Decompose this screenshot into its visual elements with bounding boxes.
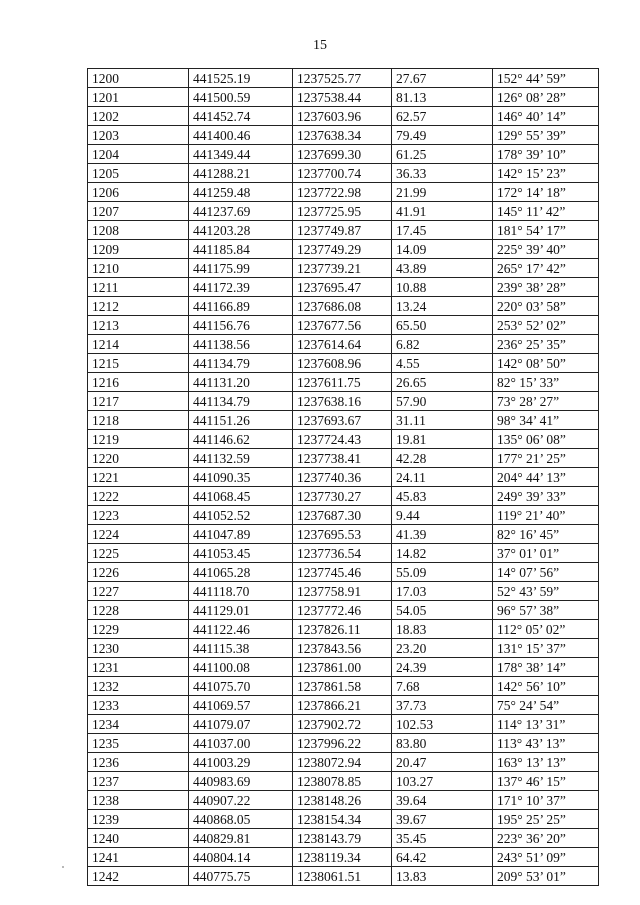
table-row	[88, 563, 599, 582]
coord-x-cell: 441115.38	[189, 639, 293, 658]
coord-x-cell: 441118.70	[189, 582, 293, 601]
distance-cell: 102.53	[392, 715, 493, 734]
bearing-cell: 37° 01’ 01”	[493, 544, 599, 563]
coord-y-cell: 1237749.29	[293, 240, 392, 259]
point-id-cell: 1204	[88, 145, 189, 164]
distance-cell: 57.90	[392, 392, 493, 411]
distance-cell: 26.65	[392, 373, 493, 392]
bearing-cell: 178° 39’ 10”	[493, 145, 599, 164]
coord-y-cell: 1238119.34	[293, 848, 392, 867]
point-id-cell: 1211	[88, 278, 189, 297]
coord-y-cell: 1237687.30	[293, 506, 392, 525]
point-id-cell: 1222	[88, 487, 189, 506]
point-id-cell: 1214	[88, 335, 189, 354]
distance-cell: 21.99	[392, 183, 493, 202]
bearing-cell: 82° 15’ 33”	[493, 373, 599, 392]
coord-y-cell: 1237736.54	[293, 544, 392, 563]
coord-x-cell: 441075.70	[189, 677, 293, 696]
point-id-cell: 1218	[88, 411, 189, 430]
table-row	[88, 392, 599, 411]
point-id-cell: 1224	[88, 525, 189, 544]
distance-cell: 39.64	[392, 791, 493, 810]
point-id-cell: 1239	[88, 810, 189, 829]
coord-x-cell: 441079.07	[189, 715, 293, 734]
table-row	[88, 582, 599, 601]
coord-y-cell: 1237608.96	[293, 354, 392, 373]
coord-y-cell: 1237638.34	[293, 126, 392, 145]
point-id-cell: 1215	[88, 354, 189, 373]
table-row	[88, 544, 599, 563]
point-id-cell: 1208	[88, 221, 189, 240]
distance-cell: 103.27	[392, 772, 493, 791]
coord-y-cell: 1237693.67	[293, 411, 392, 430]
coord-x-cell: 441175.99	[189, 259, 293, 278]
bearing-cell: 82° 16’ 45”	[493, 525, 599, 544]
distance-cell: 18.83	[392, 620, 493, 639]
distance-cell: 61.25	[392, 145, 493, 164]
point-id-cell: 1201	[88, 88, 189, 107]
coord-y-cell: 1237861.00	[293, 658, 392, 677]
bearing-cell: 119° 21’ 40”	[493, 506, 599, 525]
distance-cell: 35.45	[392, 829, 493, 848]
table-row	[88, 335, 599, 354]
coord-x-cell: 441047.89	[189, 525, 293, 544]
distance-cell: 13.24	[392, 297, 493, 316]
table-row	[88, 88, 599, 107]
bearing-cell: 98° 34’ 41”	[493, 411, 599, 430]
bearing-cell: 126° 08’ 28”	[493, 88, 599, 107]
coord-y-cell: 1237749.87	[293, 221, 392, 240]
point-id-cell: 1203	[88, 126, 189, 145]
distance-cell: 65.50	[392, 316, 493, 335]
bearing-cell: 243° 51’ 09”	[493, 848, 599, 867]
table-row	[88, 373, 599, 392]
bearing-cell: 209° 53’ 01”	[493, 867, 599, 886]
bearing-cell: 142° 15’ 23”	[493, 164, 599, 183]
distance-cell: 27.67	[392, 69, 493, 88]
distance-cell: 23.20	[392, 639, 493, 658]
bearing-cell: 73° 28’ 27”	[493, 392, 599, 411]
distance-cell: 9.44	[392, 506, 493, 525]
coord-x-cell: 440868.05	[189, 810, 293, 829]
scan-speck	[62, 866, 64, 868]
point-id-cell: 1228	[88, 601, 189, 620]
table-row	[88, 145, 599, 164]
coord-x-cell: 441052.52	[189, 506, 293, 525]
coord-x-cell: 441131.20	[189, 373, 293, 392]
point-id-cell: 1226	[88, 563, 189, 582]
distance-cell: 19.81	[392, 430, 493, 449]
point-id-cell: 1207	[88, 202, 189, 221]
point-id-cell: 1241	[88, 848, 189, 867]
bearing-cell: 178° 38’ 14”	[493, 658, 599, 677]
coord-y-cell: 1237740.36	[293, 468, 392, 487]
coord-x-cell: 441525.19	[189, 69, 293, 88]
table-row	[88, 278, 599, 297]
point-id-cell: 1229	[88, 620, 189, 639]
bearing-cell: 223° 36’ 20”	[493, 829, 599, 848]
table-row	[88, 449, 599, 468]
page-number: 15	[313, 38, 327, 53]
bearing-cell: 249° 39’ 33”	[493, 487, 599, 506]
table-row	[88, 354, 599, 373]
table-row	[88, 164, 599, 183]
point-id-cell: 1231	[88, 658, 189, 677]
coord-x-cell: 441053.45	[189, 544, 293, 563]
bearing-cell: 142° 08’ 50”	[493, 354, 599, 373]
distance-cell: 54.05	[392, 601, 493, 620]
table-row	[88, 601, 599, 620]
coord-y-cell: 1237611.75	[293, 373, 392, 392]
point-id-cell: 1205	[88, 164, 189, 183]
coord-x-cell: 441065.28	[189, 563, 293, 582]
bearing-cell: 181° 54’ 17”	[493, 221, 599, 240]
bearing-cell: 137° 46’ 15”	[493, 772, 599, 791]
coord-x-cell: 440907.22	[189, 791, 293, 810]
survey-table-body	[88, 69, 599, 886]
coord-x-cell: 441349.44	[189, 145, 293, 164]
coord-y-cell: 1237724.43	[293, 430, 392, 449]
table-row	[88, 772, 599, 791]
coord-x-cell: 441134.79	[189, 354, 293, 373]
table-row	[88, 677, 599, 696]
coord-x-cell: 441500.59	[189, 88, 293, 107]
table-row	[88, 506, 599, 525]
table-row	[88, 183, 599, 202]
distance-cell: 24.11	[392, 468, 493, 487]
coord-x-cell: 441037.00	[189, 734, 293, 753]
distance-cell: 4.55	[392, 354, 493, 373]
coord-x-cell: 441237.69	[189, 202, 293, 221]
coord-x-cell: 441132.59	[189, 449, 293, 468]
table-row	[88, 468, 599, 487]
coord-y-cell: 1237638.16	[293, 392, 392, 411]
point-id-cell: 1242	[88, 867, 189, 886]
table-row	[88, 259, 599, 278]
coord-y-cell: 1237603.96	[293, 107, 392, 126]
point-id-cell: 1209	[88, 240, 189, 259]
bearing-cell: 75° 24’ 54”	[493, 696, 599, 715]
coord-x-cell: 441134.79	[189, 392, 293, 411]
bearing-cell: 265° 17’ 42”	[493, 259, 599, 278]
survey-table	[87, 68, 599, 886]
bearing-cell: 96° 57’ 38”	[493, 601, 599, 620]
distance-cell: 13.83	[392, 867, 493, 886]
distance-cell: 42.28	[392, 449, 493, 468]
coord-y-cell: 1238143.79	[293, 829, 392, 848]
bearing-cell: 145° 11’ 42”	[493, 202, 599, 221]
point-id-cell: 1206	[88, 183, 189, 202]
coord-x-cell: 441400.46	[189, 126, 293, 145]
distance-cell: 83.80	[392, 734, 493, 753]
coord-y-cell: 1237843.56	[293, 639, 392, 658]
point-id-cell: 1219	[88, 430, 189, 449]
coord-y-cell: 1237725.95	[293, 202, 392, 221]
point-id-cell: 1230	[88, 639, 189, 658]
coord-x-cell: 441156.76	[189, 316, 293, 335]
distance-cell: 6.82	[392, 335, 493, 354]
table-row	[88, 487, 599, 506]
point-id-cell: 1227	[88, 582, 189, 601]
table-row	[88, 316, 599, 335]
bearing-cell: 225° 39’ 40”	[493, 240, 599, 259]
point-id-cell: 1202	[88, 107, 189, 126]
bearing-cell: 52° 43’ 59”	[493, 582, 599, 601]
distance-cell: 17.03	[392, 582, 493, 601]
bearing-cell: 177° 21’ 25”	[493, 449, 599, 468]
coord-x-cell: 441166.89	[189, 297, 293, 316]
distance-cell: 55.09	[392, 563, 493, 582]
coord-y-cell: 1238148.26	[293, 791, 392, 810]
point-id-cell: 1236	[88, 753, 189, 772]
table-row	[88, 658, 599, 677]
coord-y-cell: 1237686.08	[293, 297, 392, 316]
coord-y-cell: 1237902.72	[293, 715, 392, 734]
table-row	[88, 867, 599, 886]
coord-x-cell: 440829.81	[189, 829, 293, 848]
point-id-cell: 1240	[88, 829, 189, 848]
coord-y-cell: 1237695.53	[293, 525, 392, 544]
bearing-cell: 172° 14’ 18”	[493, 183, 599, 202]
bearing-cell: 236° 25’ 35”	[493, 335, 599, 354]
distance-cell: 14.82	[392, 544, 493, 563]
coord-x-cell: 441069.57	[189, 696, 293, 715]
table-row	[88, 297, 599, 316]
coord-x-cell: 441185.84	[189, 240, 293, 259]
bearing-cell: 14° 07’ 56”	[493, 563, 599, 582]
coord-x-cell: 440775.75	[189, 867, 293, 886]
coord-y-cell: 1237525.77	[293, 69, 392, 88]
coord-y-cell: 1237700.74	[293, 164, 392, 183]
distance-cell: 41.91	[392, 202, 493, 221]
distance-cell: 41.39	[392, 525, 493, 544]
coord-y-cell: 1237826.11	[293, 620, 392, 639]
distance-cell: 36.33	[392, 164, 493, 183]
coord-y-cell: 1237695.47	[293, 278, 392, 297]
table-row	[88, 715, 599, 734]
point-id-cell: 1232	[88, 677, 189, 696]
point-id-cell: 1220	[88, 449, 189, 468]
coord-y-cell: 1237745.46	[293, 563, 392, 582]
coord-y-cell: 1237758.91	[293, 582, 392, 601]
table-row	[88, 791, 599, 810]
distance-cell: 14.09	[392, 240, 493, 259]
point-id-cell: 1225	[88, 544, 189, 563]
bearing-cell: 114° 13’ 31”	[493, 715, 599, 734]
coord-x-cell: 441203.28	[189, 221, 293, 240]
coord-x-cell: 441138.56	[189, 335, 293, 354]
bearing-cell: 220° 03’ 58”	[493, 297, 599, 316]
point-id-cell: 1210	[88, 259, 189, 278]
coord-y-cell: 1237614.64	[293, 335, 392, 354]
coord-x-cell: 441151.26	[189, 411, 293, 430]
distance-cell: 45.83	[392, 487, 493, 506]
point-id-cell: 1217	[88, 392, 189, 411]
table-row	[88, 734, 599, 753]
distance-cell: 64.42	[392, 848, 493, 867]
table-row	[88, 829, 599, 848]
point-id-cell: 1221	[88, 468, 189, 487]
coord-x-cell: 441146.62	[189, 430, 293, 449]
distance-cell: 24.39	[392, 658, 493, 677]
bearing-cell: 253° 52’ 02”	[493, 316, 599, 335]
distance-cell: 81.13	[392, 88, 493, 107]
point-id-cell: 1238	[88, 791, 189, 810]
coord-y-cell: 1237861.58	[293, 677, 392, 696]
coord-y-cell: 1237866.21	[293, 696, 392, 715]
coord-y-cell: 1237738.41	[293, 449, 392, 468]
table-row	[88, 126, 599, 145]
table-row	[88, 696, 599, 715]
distance-cell: 10.88	[392, 278, 493, 297]
coord-x-cell: 441122.46	[189, 620, 293, 639]
coord-x-cell: 441259.48	[189, 183, 293, 202]
point-id-cell: 1216	[88, 373, 189, 392]
coord-y-cell: 1237722.98	[293, 183, 392, 202]
bearing-cell: 163° 13’ 13”	[493, 753, 599, 772]
coord-y-cell: 1238154.34	[293, 810, 392, 829]
distance-cell: 37.73	[392, 696, 493, 715]
table-row	[88, 69, 599, 88]
table-row	[88, 848, 599, 867]
table-row	[88, 430, 599, 449]
coord-y-cell: 1237996.22	[293, 734, 392, 753]
bearing-cell: 135° 06’ 08”	[493, 430, 599, 449]
coord-y-cell: 1237677.56	[293, 316, 392, 335]
point-id-cell: 1223	[88, 506, 189, 525]
bearing-cell: 129° 55’ 39”	[493, 126, 599, 145]
point-id-cell: 1234	[88, 715, 189, 734]
bearing-cell: 204° 44’ 13”	[493, 468, 599, 487]
coord-x-cell: 441100.08	[189, 658, 293, 677]
coord-y-cell: 1237699.30	[293, 145, 392, 164]
point-id-cell: 1212	[88, 297, 189, 316]
point-id-cell: 1237	[88, 772, 189, 791]
point-id-cell: 1200	[88, 69, 189, 88]
bearing-cell: 131° 15’ 37”	[493, 639, 599, 658]
table-row	[88, 221, 599, 240]
coord-x-cell: 441129.01	[189, 601, 293, 620]
bearing-cell: 152° 44’ 59”	[493, 69, 599, 88]
distance-cell: 31.11	[392, 411, 493, 430]
coord-x-cell: 440804.14	[189, 848, 293, 867]
coord-x-cell: 441090.35	[189, 468, 293, 487]
table-row	[88, 240, 599, 259]
coord-x-cell: 441172.39	[189, 278, 293, 297]
coord-y-cell: 1237538.44	[293, 88, 392, 107]
bearing-cell: 195° 25’ 25”	[493, 810, 599, 829]
distance-cell: 79.49	[392, 126, 493, 145]
point-id-cell: 1235	[88, 734, 189, 753]
distance-cell: 39.67	[392, 810, 493, 829]
distance-cell: 17.45	[392, 221, 493, 240]
coord-y-cell: 1238072.94	[293, 753, 392, 772]
bearing-cell: 171° 10’ 37”	[493, 791, 599, 810]
coord-y-cell: 1237772.46	[293, 601, 392, 620]
bearing-cell: 142° 56’ 10”	[493, 677, 599, 696]
bearing-cell: 113° 43’ 13”	[493, 734, 599, 753]
table-row	[88, 620, 599, 639]
coord-x-cell: 440983.69	[189, 772, 293, 791]
table-row	[88, 525, 599, 544]
table-row	[88, 411, 599, 430]
coord-y-cell: 1237739.21	[293, 259, 392, 278]
coord-y-cell: 1237730.27	[293, 487, 392, 506]
table-row	[88, 202, 599, 221]
distance-cell: 20.47	[392, 753, 493, 772]
bearing-cell: 239° 38’ 28”	[493, 278, 599, 297]
table-row	[88, 753, 599, 772]
distance-cell: 7.68	[392, 677, 493, 696]
distance-cell: 62.57	[392, 107, 493, 126]
coord-x-cell: 441452.74	[189, 107, 293, 126]
table-row	[88, 810, 599, 829]
point-id-cell: 1233	[88, 696, 189, 715]
point-id-cell: 1213	[88, 316, 189, 335]
table-row	[88, 107, 599, 126]
coord-y-cell: 1238078.85	[293, 772, 392, 791]
coord-x-cell: 441003.29	[189, 753, 293, 772]
coord-x-cell: 441068.45	[189, 487, 293, 506]
bearing-cell: 112° 05’ 02”	[493, 620, 599, 639]
coord-x-cell: 441288.21	[189, 164, 293, 183]
table-row	[88, 639, 599, 658]
bearing-cell: 146° 40’ 14”	[493, 107, 599, 126]
coord-y-cell: 1238061.51	[293, 867, 392, 886]
distance-cell: 43.89	[392, 259, 493, 278]
